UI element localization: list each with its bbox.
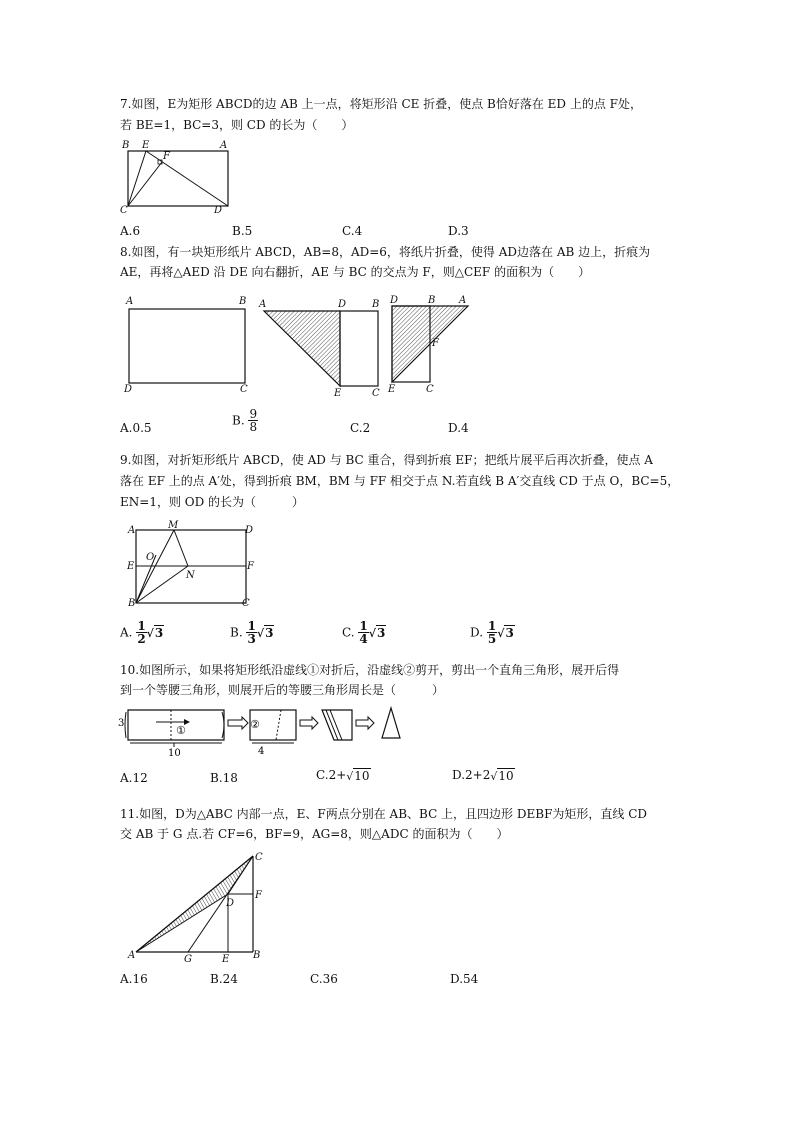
q11-option-a[interactable]: A.16 [120,972,148,986]
q8-figures [116,294,486,402]
q11-option-c[interactable]: C.36 [310,972,338,986]
q11-option-b[interactable]: B.24 [210,972,238,986]
q9-option-a[interactable]: A. $\frac{1}{2}$ √3 [120,619,164,646]
q9-option-d[interactable]: D. $\frac{1}{5}$ √3 [470,619,514,646]
q7-option-c[interactable]: C.4 [342,224,363,238]
q9-label-n: N [186,570,195,581]
q9-label-f: F [247,561,254,572]
q10-circle-2: ② [250,718,260,731]
q10-figure [116,700,406,758]
q9-label-m: M [168,520,179,531]
q7-stem-line1: 7.如图，E为矩形 ABCD的边 AB 上一点，将矩形沿 CE 折叠，使点 B恰好落在 ED 上的点 F处， [120,97,643,111]
q10-option-a[interactable]: A.12 [120,771,148,785]
q8-fig2-b: B [372,299,380,310]
q8-option-c[interactable]: C.2 [350,421,371,435]
q9-stem-line3: EN=1，则 OD 的长为（ ） [120,495,305,509]
q8-fig3-a: A [459,295,467,306]
q11-label-a: A [128,950,136,961]
q9-stem-line1: 9.如图，对折矩形纸片 ABCD，使 AD 与 BC 重合，得到折痕 EF；把纸片展平后再次折叠，使点 A [120,453,653,467]
q8-fig3-e: E [388,384,396,395]
q11-label-g: G [184,954,192,964]
q8-option-b-prefix: B. [232,413,245,428]
q8-fig3-c: C [426,384,434,395]
q9-figure [116,518,266,610]
q11-label-f: F [255,890,262,901]
q8-option-b-fraction: $\frac{9}{8}$ [249,407,258,434]
q8-option-d[interactable]: D.4 [448,421,469,435]
q8-fig3-b: B [428,295,436,306]
q7-label-e: E [142,140,150,151]
q11-label-e: E [222,954,230,964]
q8-fig1-a: A [126,296,134,307]
q11-option-d[interactable]: D.54 [450,972,479,986]
q10-label-3: 3 [118,718,125,729]
q11-label-b: B [253,950,261,961]
q8-option-b[interactable] [232,408,258,433]
q8-fig2-c: C [372,388,380,399]
q10-stem-line1: 10.如图所示，如果将矩形纸沿虚线①对折后，沿虚线②剪开，剪出一个直角三角形，展开后得 [120,663,620,677]
q8-fig2-d: D [338,299,347,310]
q9-label-a: A [128,525,136,536]
q11-stem-line2: 交 AB 于 G 点.若 CF=6，BF=9，AG=8，则△ADC 的面积为（ ） [120,827,509,841]
q7-label-a: A [220,140,228,151]
q7-figure [116,136,236,216]
q7-option-d[interactable]: D.3 [448,224,469,238]
q8-fig1-b: B [239,296,247,307]
q10-label-4: 4 [258,746,265,757]
q7-option-a[interactable]: A.6 [120,224,141,238]
q9-label-b: B [128,598,136,609]
q8-option-a[interactable]: A.0.5 [120,421,152,435]
q7-label-b: B [122,140,130,151]
q10-option-b[interactable]: B.18 [210,771,238,785]
q8-fig3-f: F [432,338,439,349]
q8-stem-line2: AE，再将△AED 沿 DE 向右翻折，AE 与 BC 的交点为 F，则△CEF 的面积为（ ） [120,265,591,279]
q9-option-b[interactable]: B. $\frac{1}{3}$ √3 [230,619,274,646]
q7-label-f: F [163,151,170,162]
q8-fig1-c: C [240,384,248,395]
q7-stem-line2: 若 BE=1，BC=3，则 CD 的长为（ ） [120,118,354,132]
q9-label-e: E [127,561,135,572]
q11-stem-line1: 11.如图，D为△ABC 内部一点，E、F两点分别在 AB、BC 上，且四边形 DEBF为矩形，直线 CD [120,807,648,821]
q8-stem-line1: 8.如图，有一块矩形纸片 ABCD，AB=8，AD=6，将纸片折叠，使得 AD边落在 AB 边上，折痕为 [120,245,651,259]
q8-fig2-e: E [334,388,342,399]
q9-label-d: D [245,525,254,536]
q11-figure [116,846,276,964]
q10-label-10: 10 [168,748,181,758]
q11-label-c: C [255,852,263,863]
q9-option-c[interactable]: C. $\frac{1}{4}$ √3 [342,619,386,646]
q8-fig3-d: D [390,295,399,306]
q11-label-d: D [226,898,235,909]
q9-label-o: O [146,552,155,563]
q10-option-c[interactable]: C.2+√10 [316,768,370,783]
q10-stem-line2: 到一个等腰三角形，则展开后的等腰三角形周长是（ ） [120,683,445,697]
q7-label-d: D [214,205,223,216]
q8-fig1-d: D [124,384,133,395]
q9-stem-line2: 落在 EF 上的点 A′处，得到折痕 BM，BM 与 FF 相交于点 N.若直线 B A′交直线 CD 于点 O，BC=5， [120,474,680,488]
q10-option-d[interactable]: D.2+2√10 [452,768,514,783]
q7-label-c: C [120,205,128,216]
q7-option-b[interactable]: B.5 [232,224,253,238]
q10-circle-1: ① [176,724,186,737]
q8-fig2-a: A [259,299,267,310]
q9-label-c: C [242,598,250,609]
